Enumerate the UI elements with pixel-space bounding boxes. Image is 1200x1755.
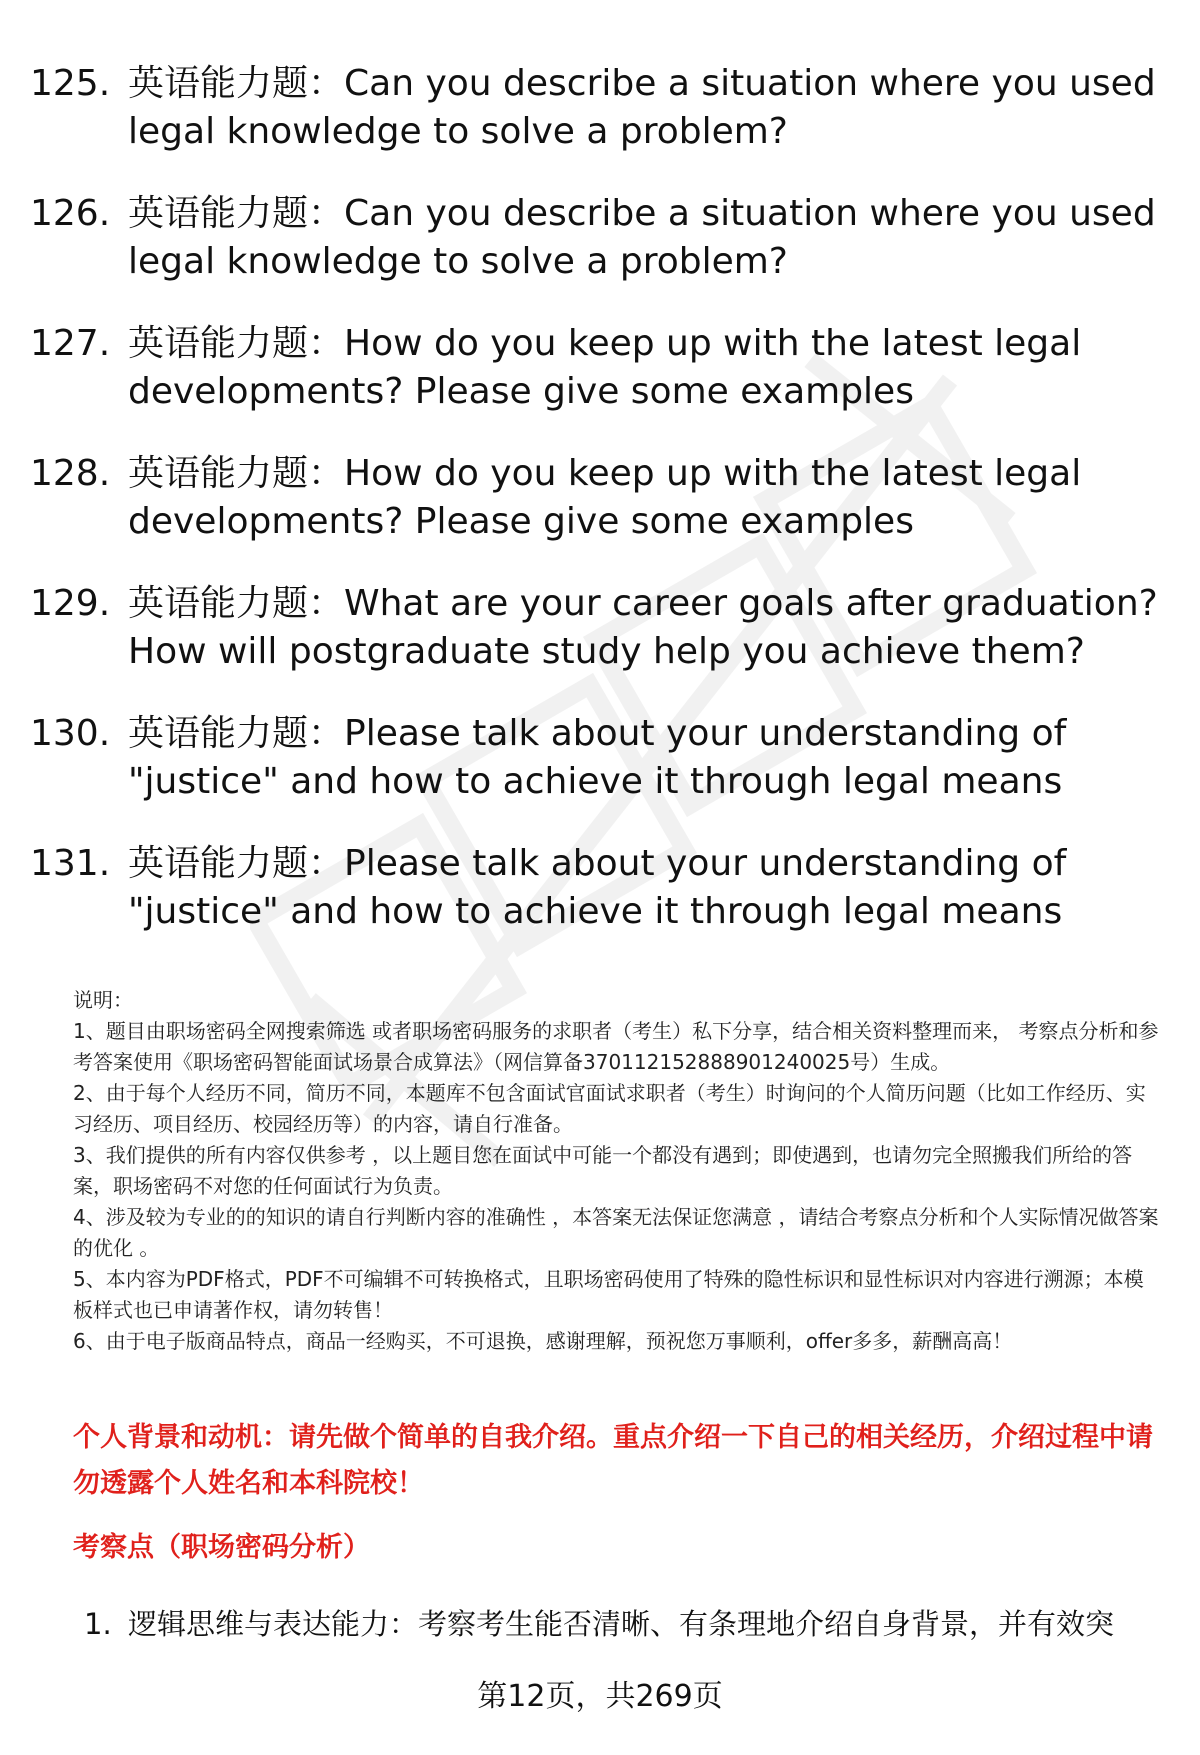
notes-item: 3、我们提供的所有内容仅供参考 ，以上题目您在面试中可能一个都没有遇到；即使遇到，也请勿完全照搬我们所给的答案，职场密码不对您的任何面试行为负责。 [73, 1143, 1133, 1198]
question-text: 英语能力题：How do you keep up with the latest legal developments? Please give some examples [128, 323, 1082, 412]
question-text: 英语能力题：Can you describe a situation where you used legal knowledge to solve a problem? [128, 193, 1156, 282]
notes-item: 2、由于每个人经历不同，简历不同，本题库不包含面试官面试求职者（考生）时询问的个人简历问题（比如工作经历、实习经历、项目经历、校园经历等）的内容，请自行准备。 [73, 1081, 1146, 1136]
question-number: 125. [30, 63, 111, 104]
question-item [30, 190, 1180, 286]
notes-item: 4、涉及较为专业的的知识的请自行判断内容的准确性 ，本答案无法保证您满意 ，请结合考察点分析和个人实际情况做答案的优化 。 [73, 1205, 1159, 1260]
analysis-point-number: 1. [84, 1607, 112, 1641]
analysis-point-text: 逻辑思维与表达能力：考察考生能否清晰、有条理地介绍自身背景，并有效突 [128, 1607, 1115, 1641]
question-text: 英语能力题：What are your career goals after graduation? How will postgraduate study help you achieve them? [128, 583, 1158, 672]
question-number: 128. [30, 453, 111, 494]
question-number: 129. [30, 583, 111, 624]
question-number: 127. [30, 323, 111, 364]
analysis-point [84, 1602, 1174, 1646]
question-number: 131. [30, 843, 111, 884]
question-list [30, 60, 1180, 970]
question-text: 英语能力题：Please talk about your understanding of "justice" and how to achieve it through legal means [128, 713, 1067, 802]
notes-block [73, 985, 1163, 1357]
analysis-heading: 考察点（职场密码分析） [73, 1532, 370, 1563]
question-text: 英语能力题：How do you keep up with the latest legal developments? Please give some examples [128, 453, 1082, 542]
question-number: 130. [30, 713, 111, 754]
question-text: 英语能力题：Please talk about your understanding of "justice" and how to achieve it through legal means [128, 843, 1067, 932]
notes-item: 5、本内容为PDF格式，PDF不可编辑不可转换格式，且职场密码使用了特殊的隐性标识和显性标识对内容进行溯源；本模板样式也已申请著作权，请勿转售！ [73, 1267, 1144, 1322]
question-item [30, 60, 1180, 156]
question-item [30, 450, 1180, 546]
question-text: 英语能力题：Can you describe a situation where you used legal knowledge to solve a problem? [128, 63, 1156, 152]
question-number: 126. [30, 193, 111, 234]
page-footer: 第12页，共269页 [477, 1679, 723, 1714]
notes-item: 6、由于电子版商品特点，商品一经购买，不可退换，感谢理解，预祝您万事顺利，offer多多，薪酬高高！ [73, 1329, 1013, 1353]
question-item [30, 840, 1180, 936]
question-item [30, 580, 1180, 676]
section-heading: 个人背景和动机：请先做个简单的自我介绍。重点介绍一下自己的相关经历，介绍过程中请勿透露个人姓名和本科院校！ [73, 1422, 1153, 1499]
notes-title: 说明： [73, 988, 133, 1012]
question-item [30, 710, 1180, 806]
question-item [30, 320, 1180, 416]
notes-item: 1、题目由职场密码全网搜索筛选 或者职场密码服务的求职者（考生）私下分享，结合相关资料整理而来， 考察点分析和参考答案使用《职场密码智能面试场景合成算法》（网信算备370112152888901240025号）生成。 [73, 1019, 1159, 1074]
